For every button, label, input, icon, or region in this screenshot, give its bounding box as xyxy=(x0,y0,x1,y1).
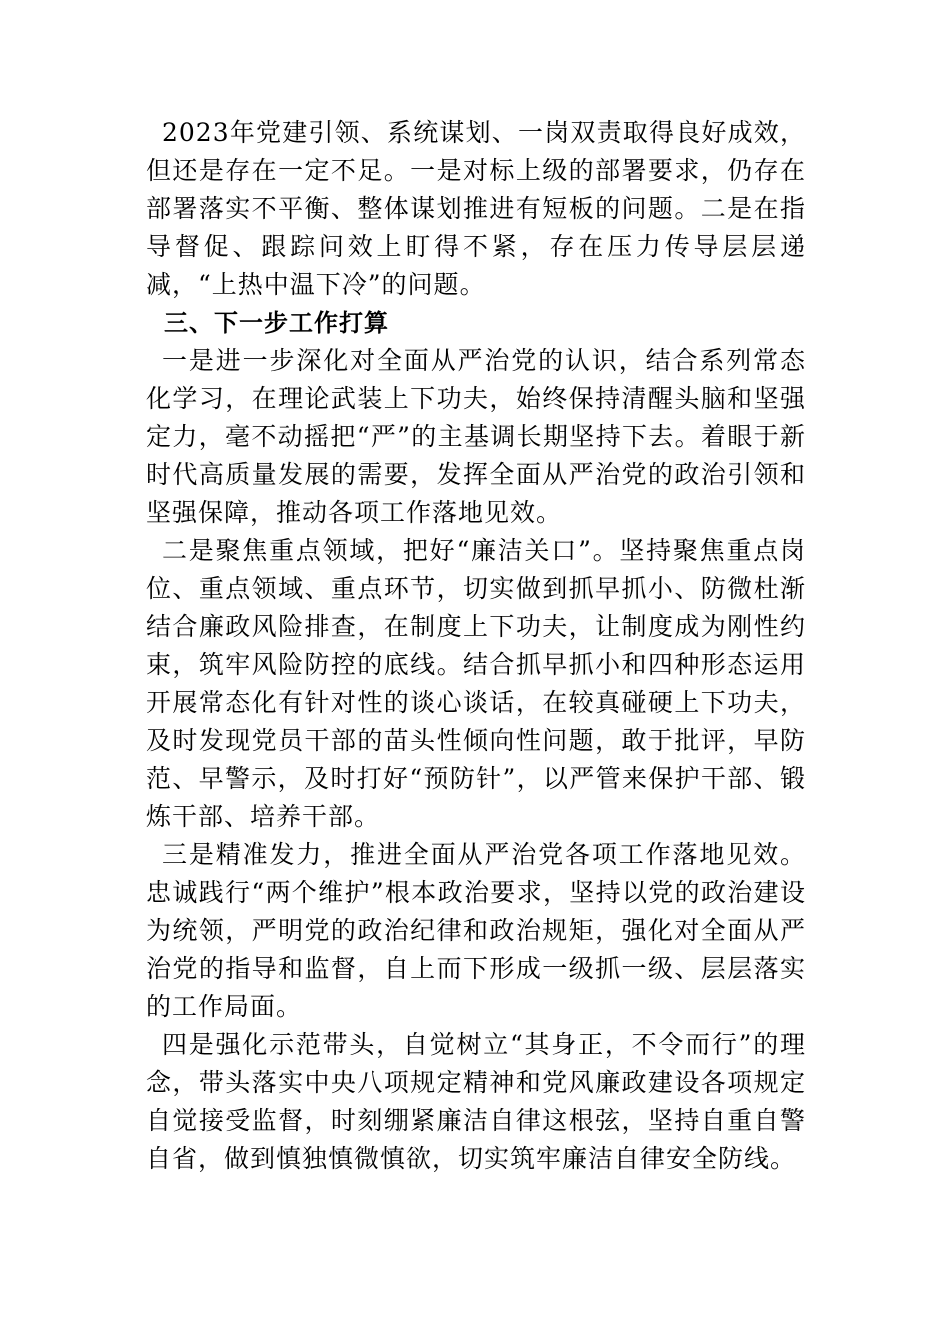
paragraph-1: 一是进一步深化对全面从严治党的认识，结合系列常态化学习，在理论武装上下功夫，始终保持清醒头脑和坚强定力，毫不动摇把“严”的主基调长期坚持下去。着眼于新时代高质量发展的需要，发挥全面从严治党的政治引领和坚强保障，推动各项工作落地见效。 xyxy=(146,346,806,527)
paragraph-4: 四是强化示范带头，自觉树立“其身正，不令而行”的理念，带头落实中央八项规定精神和党风廉政建设各项规定自觉接受监督，时刻绷紧廉洁自律这根弦，坚持自重自警自省，做到慎独慎微慎欲，切实筑牢廉洁自律安全防线。 xyxy=(146,1030,806,1173)
section-heading: 三、下一步工作打算 xyxy=(164,309,389,337)
paragraph-3: 三是精准发力，推进全面从严治党各项工作落地见效。忠诚践行“两个维护”根本政治要求，坚持以党的政治建设为统领，严明党的政治纪律和政治规矩，强化对全面从严治党的指导和监督，自上而下形成一级抓一级、层层落实的工作局面。 xyxy=(146,840,806,1021)
paragraph-2: 二是聚焦重点领域，把好“廉洁关口”。坚持聚焦重点岗位、重点领域、重点环节，切实做到抓早抓小、防微杜渐结合廉政风险排查，在制度上下功夫，让制度成为刚性约束，筑牢风险防控的底线。结合抓早抓小和四种形态运用开展常态化有针对性的谈心谈话，在较真碰硬上下功夫，及时发现党员干部的苗头性倾向性问题，敢于批评，早防范、早警示，及时打好“预防针”，以严管来保护干部、锻炼干部、培养干部。 xyxy=(146,536,806,831)
paragraph-intro: 2023年党建引领、系统谋划、一岗双责取得良好成效，但还是存在一定不足。一是对标上级的部署要求，仍存在部署落实不平衡、整体谋划推进有短板的问题。二是在指导督促、跟踪问效上盯得不紧，存在压力传导层层递减，“上热中温下冷”的问题。 xyxy=(146,118,806,299)
document-page xyxy=(146,114,806,1178)
